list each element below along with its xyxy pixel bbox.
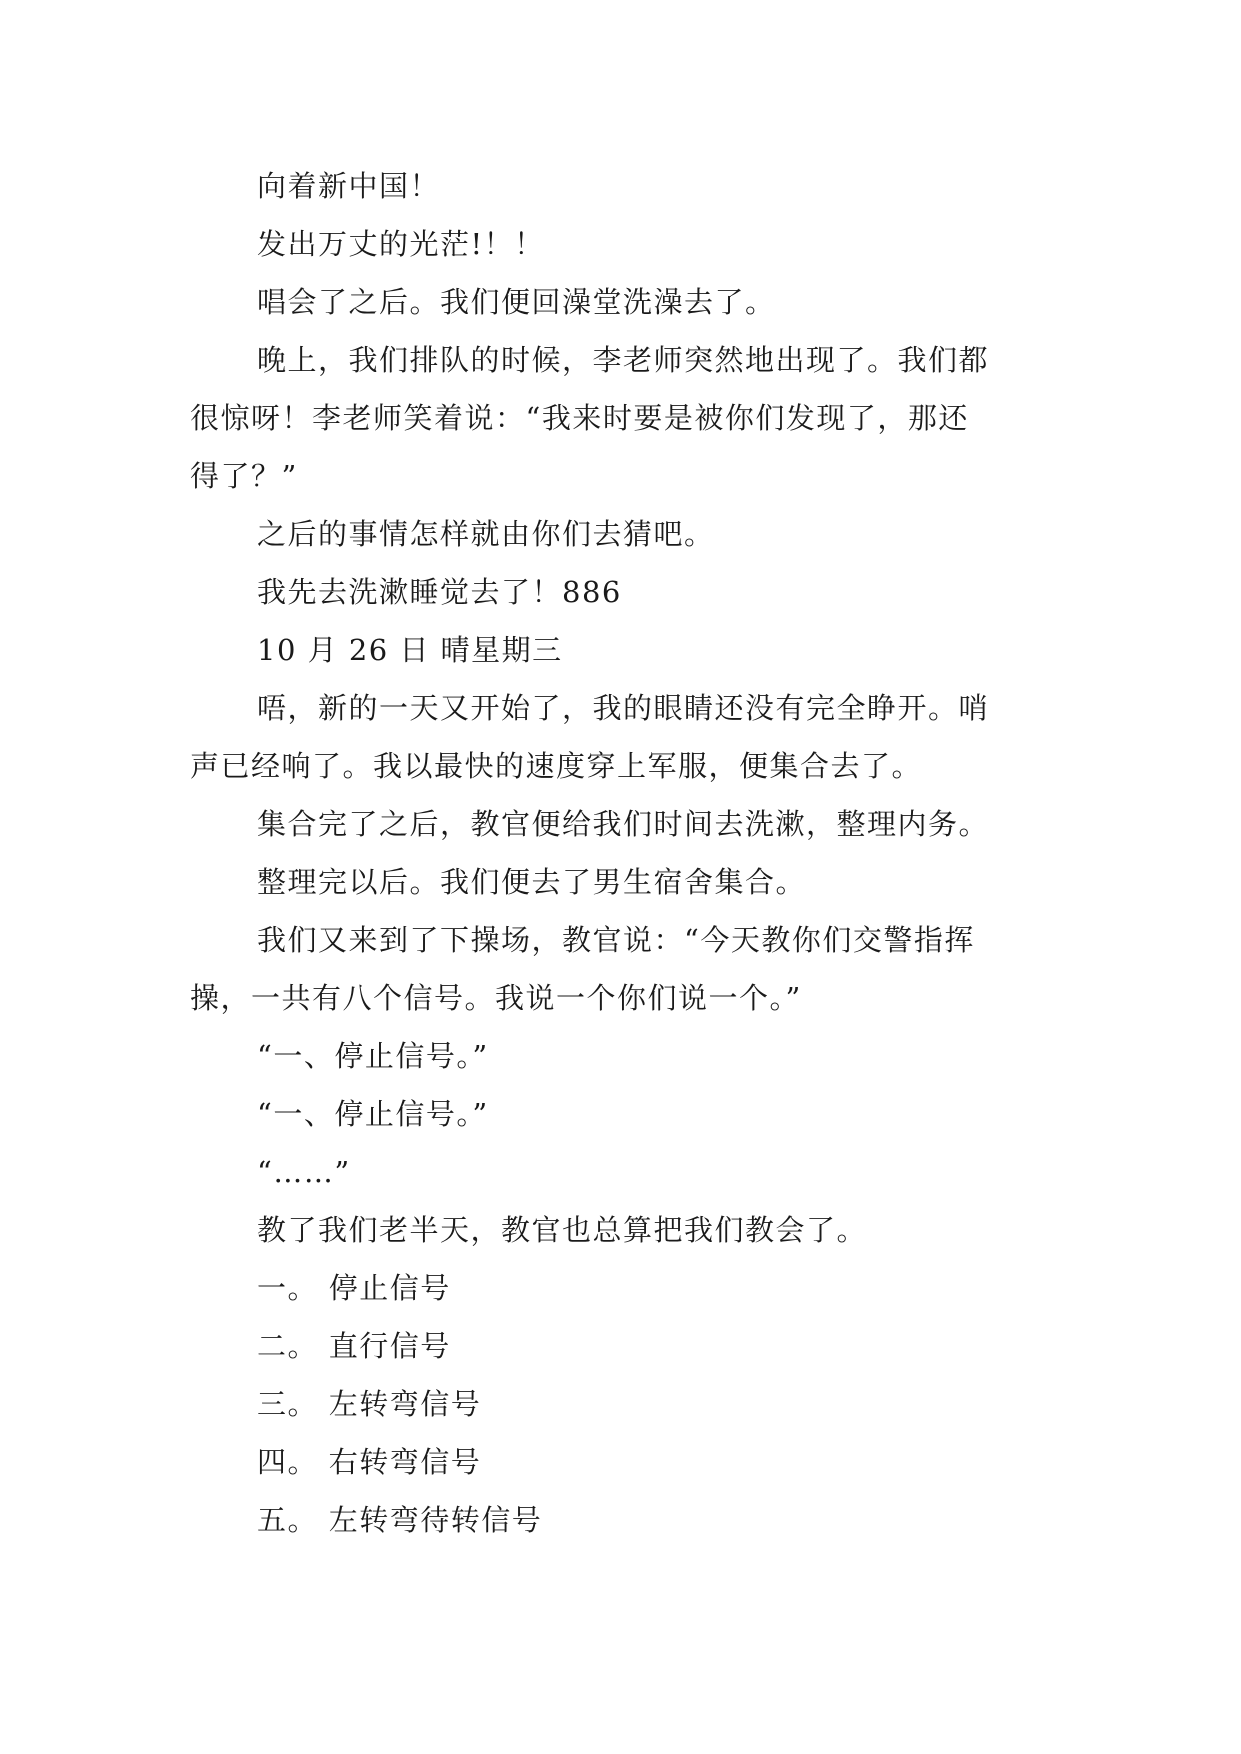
quote-line: “……” [257,1155,351,1189]
quote-line: “一、停止信号。” [257,1097,489,1131]
date-line: 10 月 26 日 晴星期三 [257,633,563,667]
text-line: 唱会了之后。我们便回澡堂洗澡去了。 [257,285,776,319]
text-line: 唔，新的一天又开始了，我的眼睛还没有完全睁开。哨 [257,691,990,725]
quote-line: “一、停止信号。” [257,1039,489,1073]
text-line: 我先去洗漱睡觉去了！886 [257,575,622,609]
text-line: 操，一共有八个信号。我说一个你们说一个。” [190,981,802,1015]
text-line: 晚上，我们排队的时候，李老师突然地出现了。我们都 [257,343,990,377]
text-line: 教了我们老半天，教官也总算把我们教会了。 [257,1213,868,1247]
list-item: 一。 停止信号 [257,1271,451,1305]
text-line: 发出万丈的光茫!！！ [257,227,545,261]
text-line: 我们又来到了下操场，教官说：“今天教你们交警指挥 [257,923,975,957]
text-line: 声已经响了。我以最快的速度穿上军服，便集合去了。 [190,749,923,783]
list-item: 三。 左转弯信号 [257,1387,482,1421]
text-line: 集合完了之后，教官便给我们时间去洗漱，整理内务。 [257,807,990,841]
text-line: 很惊呀！李老师笑着说：“我来时要是被你们发现了，那还 [190,401,969,435]
list-item: 四。 右转弯信号 [257,1445,482,1479]
text-line: 向着新中国！ [257,169,441,203]
list-item: 二。 直行信号 [257,1329,451,1363]
text-line: 整理完以后。我们便去了男生宿舍集合。 [257,865,807,899]
list-item: 五。 左转弯待转信号 [257,1503,543,1537]
text-line: 之后的事情怎样就由你们去猜吧。 [257,517,715,551]
text-line: 得了？” [190,459,298,493]
